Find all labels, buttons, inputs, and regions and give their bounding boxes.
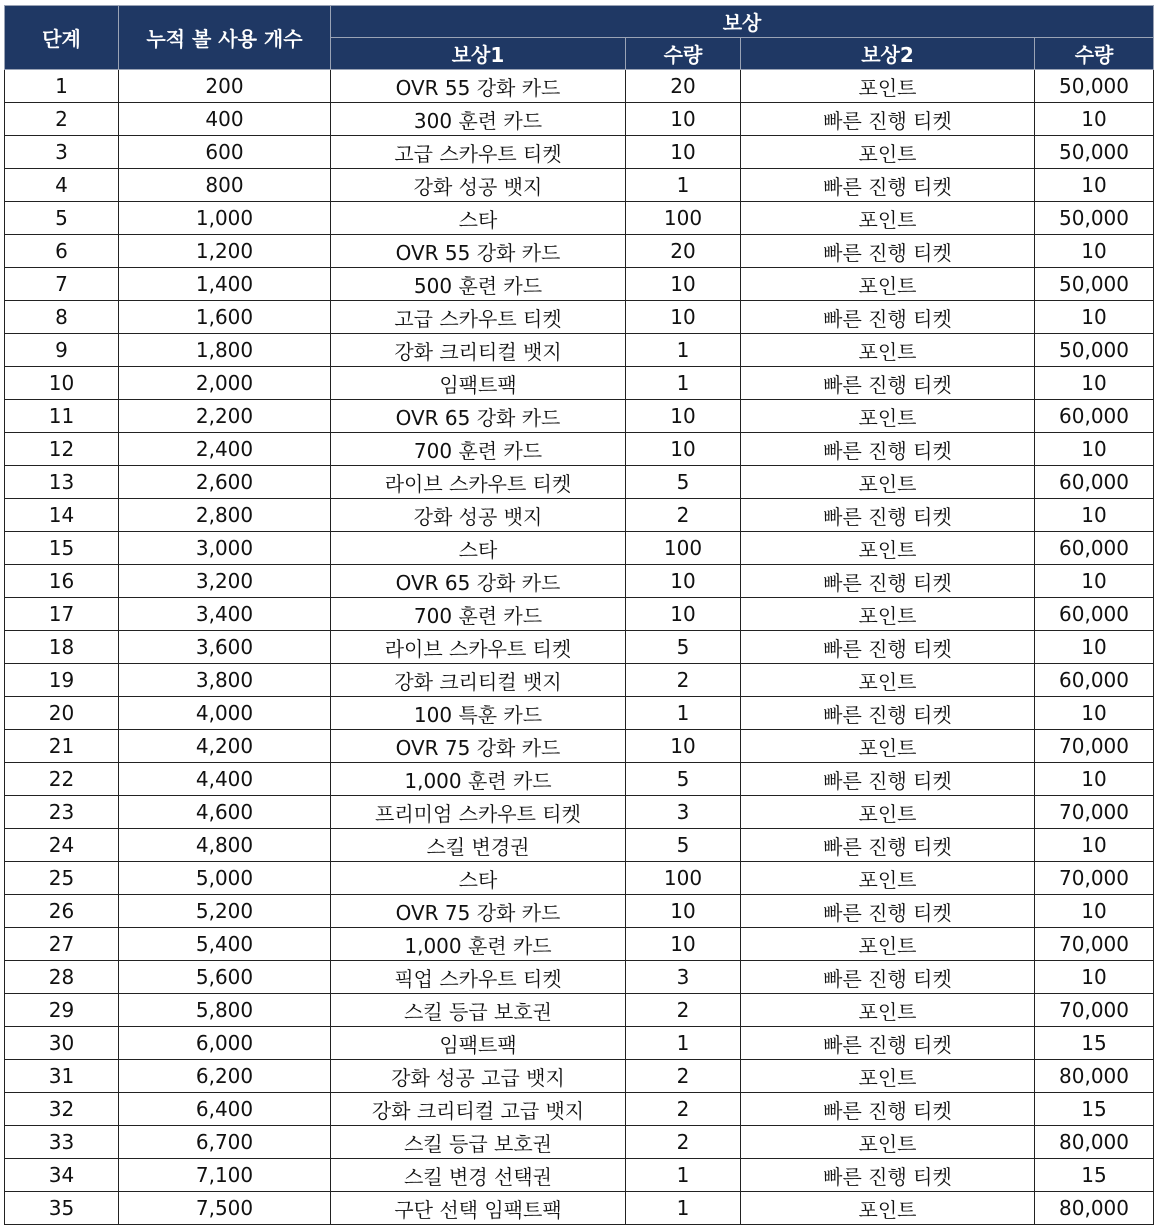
cell-reward1: 강화 크리티컬 고급 뱃지 bbox=[331, 1093, 626, 1126]
table-row bbox=[5, 334, 1154, 367]
cell-stage: 12 bbox=[5, 433, 119, 466]
cell-stage: 19 bbox=[5, 664, 119, 697]
cell-qty2: 70,000 bbox=[1035, 862, 1154, 895]
cell-cumulative-balls: 3,400 bbox=[119, 598, 331, 631]
cell-reward2: 포인트 bbox=[741, 202, 1035, 235]
cell-reward1: 강화 크리티컬 뱃지 bbox=[331, 334, 626, 367]
cell-qty2: 10 bbox=[1035, 829, 1154, 862]
cell-qty1: 5 bbox=[626, 466, 741, 499]
table-row bbox=[5, 631, 1154, 664]
table-row bbox=[5, 1093, 1154, 1126]
cell-reward2: 빠른 진행 티켓 bbox=[741, 367, 1035, 400]
table-row bbox=[5, 928, 1154, 961]
header-qty2: 수량 bbox=[1035, 38, 1154, 70]
cell-stage: 18 bbox=[5, 631, 119, 664]
table-header bbox=[5, 6, 1154, 70]
header-cumulative-balls: 누적 볼 사용 개수 bbox=[119, 6, 331, 70]
cell-cumulative-balls: 1,200 bbox=[119, 235, 331, 268]
table-row bbox=[5, 1192, 1154, 1225]
cell-qty1: 2 bbox=[626, 1093, 741, 1126]
cell-reward2: 포인트 bbox=[741, 1060, 1035, 1093]
table-row bbox=[5, 70, 1154, 103]
table-row bbox=[5, 268, 1154, 301]
cell-reward2: 빠른 진행 티켓 bbox=[741, 169, 1035, 202]
cell-cumulative-balls: 800 bbox=[119, 169, 331, 202]
cell-stage: 20 bbox=[5, 697, 119, 730]
cell-qty2: 50,000 bbox=[1035, 70, 1154, 103]
cell-qty2: 10 bbox=[1035, 895, 1154, 928]
cell-reward1: OVR 55 강화 카드 bbox=[331, 235, 626, 268]
cell-cumulative-balls: 1,600 bbox=[119, 301, 331, 334]
cell-reward2: 빠른 진행 티켓 bbox=[741, 301, 1035, 334]
cell-stage: 32 bbox=[5, 1093, 119, 1126]
cell-reward1: 스킬 변경 선택권 bbox=[331, 1159, 626, 1192]
cell-qty1: 5 bbox=[626, 763, 741, 796]
cell-stage: 22 bbox=[5, 763, 119, 796]
table-row bbox=[5, 499, 1154, 532]
cell-cumulative-balls: 6,400 bbox=[119, 1093, 331, 1126]
cell-qty1: 3 bbox=[626, 961, 741, 994]
header-reward1: 보상1 bbox=[331, 38, 626, 70]
cell-reward1: 스타 bbox=[331, 532, 626, 565]
cell-qty2: 10 bbox=[1035, 103, 1154, 136]
cell-stage: 13 bbox=[5, 466, 119, 499]
cell-reward1: 1,000 훈련 카드 bbox=[331, 928, 626, 961]
cell-reward2: 포인트 bbox=[741, 1192, 1035, 1225]
header-reward-group: 보상 bbox=[331, 6, 1154, 38]
cell-reward1: 픽업 스카우트 티켓 bbox=[331, 961, 626, 994]
cell-reward1: OVR 55 강화 카드 bbox=[331, 70, 626, 103]
table-row bbox=[5, 862, 1154, 895]
cell-stage: 26 bbox=[5, 895, 119, 928]
cell-cumulative-balls: 2,000 bbox=[119, 367, 331, 400]
cell-reward2: 빠른 진행 티켓 bbox=[741, 565, 1035, 598]
cell-reward2: 빠른 진행 티켓 bbox=[741, 631, 1035, 664]
cell-reward2: 빠른 진행 티켓 bbox=[741, 697, 1035, 730]
cell-qty2: 10 bbox=[1035, 433, 1154, 466]
cell-cumulative-balls: 2,400 bbox=[119, 433, 331, 466]
cell-reward1: 임팩트팩 bbox=[331, 1027, 626, 1060]
cell-qty2: 10 bbox=[1035, 169, 1154, 202]
cell-reward2: 포인트 bbox=[741, 268, 1035, 301]
cell-stage: 29 bbox=[5, 994, 119, 1027]
cell-cumulative-balls: 4,800 bbox=[119, 829, 331, 862]
table-row bbox=[5, 169, 1154, 202]
cell-qty2: 15 bbox=[1035, 1159, 1154, 1192]
cell-qty1: 10 bbox=[626, 400, 741, 433]
table-row bbox=[5, 1126, 1154, 1159]
cell-reward1: 스타 bbox=[331, 202, 626, 235]
cell-stage: 3 bbox=[5, 136, 119, 169]
cell-reward2: 포인트 bbox=[741, 532, 1035, 565]
cell-reward2: 포인트 bbox=[741, 928, 1035, 961]
cell-qty1: 100 bbox=[626, 532, 741, 565]
cell-reward1: 강화 성공 뱃지 bbox=[331, 499, 626, 532]
cell-stage: 9 bbox=[5, 334, 119, 367]
cell-qty2: 10 bbox=[1035, 235, 1154, 268]
cell-reward1: 강화 크리티컬 뱃지 bbox=[331, 664, 626, 697]
cell-qty2: 70,000 bbox=[1035, 994, 1154, 1027]
cell-qty2: 50,000 bbox=[1035, 202, 1154, 235]
cell-qty1: 20 bbox=[626, 235, 741, 268]
cell-reward1: 강화 성공 고급 뱃지 bbox=[331, 1060, 626, 1093]
cell-cumulative-balls: 2,600 bbox=[119, 466, 331, 499]
reward-table bbox=[4, 5, 1154, 1225]
cell-cumulative-balls: 3,000 bbox=[119, 532, 331, 565]
cell-reward1: 1,000 훈련 카드 bbox=[331, 763, 626, 796]
cell-qty1: 1 bbox=[626, 334, 741, 367]
cell-reward2: 빠른 진행 티켓 bbox=[741, 499, 1035, 532]
cell-qty2: 70,000 bbox=[1035, 796, 1154, 829]
cell-cumulative-balls: 6,700 bbox=[119, 1126, 331, 1159]
cell-qty2: 10 bbox=[1035, 697, 1154, 730]
header-stage: 단계 bbox=[5, 6, 119, 70]
table-row bbox=[5, 466, 1154, 499]
cell-qty1: 100 bbox=[626, 862, 741, 895]
table-row bbox=[5, 532, 1154, 565]
cell-qty2: 60,000 bbox=[1035, 664, 1154, 697]
cell-cumulative-balls: 3,800 bbox=[119, 664, 331, 697]
cell-reward1: OVR 65 강화 카드 bbox=[331, 400, 626, 433]
cell-qty1: 2 bbox=[626, 994, 741, 1027]
cell-stage: 8 bbox=[5, 301, 119, 334]
cell-reward2: 빠른 진행 티켓 bbox=[741, 895, 1035, 928]
cell-qty1: 10 bbox=[626, 730, 741, 763]
cell-qty2: 80,000 bbox=[1035, 1192, 1154, 1225]
cell-qty2: 60,000 bbox=[1035, 400, 1154, 433]
cell-qty2: 80,000 bbox=[1035, 1060, 1154, 1093]
cell-stage: 17 bbox=[5, 598, 119, 631]
cell-reward1: 300 훈련 카드 bbox=[331, 103, 626, 136]
cell-cumulative-balls: 4,200 bbox=[119, 730, 331, 763]
cell-reward1: 임팩트팩 bbox=[331, 367, 626, 400]
cell-reward2: 빠른 진행 티켓 bbox=[741, 1027, 1035, 1060]
cell-reward2: 빠른 진행 티켓 bbox=[741, 763, 1035, 796]
cell-stage: 28 bbox=[5, 961, 119, 994]
cell-qty1: 5 bbox=[626, 829, 741, 862]
cell-reward2: 포인트 bbox=[741, 796, 1035, 829]
cell-stage: 5 bbox=[5, 202, 119, 235]
cell-reward2: 포인트 bbox=[741, 1126, 1035, 1159]
table-row bbox=[5, 1159, 1154, 1192]
cell-reward2: 포인트 bbox=[741, 70, 1035, 103]
cell-cumulative-balls: 1,400 bbox=[119, 268, 331, 301]
cell-cumulative-balls: 6,200 bbox=[119, 1060, 331, 1093]
cell-stage: 16 bbox=[5, 565, 119, 598]
cell-reward1: 고급 스카우트 티켓 bbox=[331, 301, 626, 334]
cell-cumulative-balls: 4,000 bbox=[119, 697, 331, 730]
cell-reward1: 스킬 변경권 bbox=[331, 829, 626, 862]
header-qty1: 수량 bbox=[626, 38, 741, 70]
cell-qty1: 10 bbox=[626, 136, 741, 169]
cell-cumulative-balls: 5,400 bbox=[119, 928, 331, 961]
cell-stage: 10 bbox=[5, 367, 119, 400]
cell-stage: 31 bbox=[5, 1060, 119, 1093]
cell-qty2: 10 bbox=[1035, 631, 1154, 664]
cell-qty1: 1 bbox=[626, 1027, 741, 1060]
cell-qty1: 10 bbox=[626, 268, 741, 301]
cell-qty2: 60,000 bbox=[1035, 598, 1154, 631]
cell-reward1: 스킬 등급 보호권 bbox=[331, 994, 626, 1027]
cell-stage: 24 bbox=[5, 829, 119, 862]
cell-qty1: 2 bbox=[626, 499, 741, 532]
cell-qty2: 15 bbox=[1035, 1093, 1154, 1126]
cell-qty2: 10 bbox=[1035, 565, 1154, 598]
cell-reward2: 포인트 bbox=[741, 994, 1035, 1027]
cell-cumulative-balls: 600 bbox=[119, 136, 331, 169]
cell-reward2: 포인트 bbox=[741, 466, 1035, 499]
cell-qty1: 2 bbox=[626, 664, 741, 697]
table-row bbox=[5, 367, 1154, 400]
cell-cumulative-balls: 5,000 bbox=[119, 862, 331, 895]
cell-reward2: 포인트 bbox=[741, 862, 1035, 895]
table-row bbox=[5, 1060, 1154, 1093]
table-row bbox=[5, 235, 1154, 268]
cell-stage: 4 bbox=[5, 169, 119, 202]
cell-qty2: 60,000 bbox=[1035, 532, 1154, 565]
cell-reward1: OVR 75 강화 카드 bbox=[331, 730, 626, 763]
cell-stage: 27 bbox=[5, 928, 119, 961]
table-row bbox=[5, 994, 1154, 1027]
cell-reward1: 강화 성공 뱃지 bbox=[331, 169, 626, 202]
cell-reward1: 700 훈련 카드 bbox=[331, 598, 626, 631]
table-body bbox=[5, 70, 1154, 1225]
cell-cumulative-balls: 1,800 bbox=[119, 334, 331, 367]
cell-stage: 11 bbox=[5, 400, 119, 433]
cell-cumulative-balls: 2,200 bbox=[119, 400, 331, 433]
cell-qty2: 70,000 bbox=[1035, 730, 1154, 763]
cell-reward1: 스킬 등급 보호권 bbox=[331, 1126, 626, 1159]
cell-reward1: OVR 75 강화 카드 bbox=[331, 895, 626, 928]
cell-cumulative-balls: 400 bbox=[119, 103, 331, 136]
table-row bbox=[5, 961, 1154, 994]
cell-qty1: 10 bbox=[626, 598, 741, 631]
cell-reward2: 포인트 bbox=[741, 730, 1035, 763]
cell-qty1: 1 bbox=[626, 697, 741, 730]
cell-reward1: 100 특훈 카드 bbox=[331, 697, 626, 730]
table-row bbox=[5, 202, 1154, 235]
cell-reward2: 포인트 bbox=[741, 136, 1035, 169]
cell-stage: 6 bbox=[5, 235, 119, 268]
cell-cumulative-balls: 3,600 bbox=[119, 631, 331, 664]
cell-stage: 2 bbox=[5, 103, 119, 136]
cell-qty1: 1 bbox=[626, 367, 741, 400]
cell-reward1: 700 훈련 카드 bbox=[331, 433, 626, 466]
cell-qty1: 5 bbox=[626, 631, 741, 664]
cell-reward2: 포인트 bbox=[741, 334, 1035, 367]
cell-qty2: 15 bbox=[1035, 1027, 1154, 1060]
cell-qty1: 1 bbox=[626, 1192, 741, 1225]
cell-reward1: OVR 65 강화 카드 bbox=[331, 565, 626, 598]
cell-cumulative-balls: 3,200 bbox=[119, 565, 331, 598]
cell-qty2: 10 bbox=[1035, 763, 1154, 796]
header-reward2: 보상2 bbox=[741, 38, 1035, 70]
cell-cumulative-balls: 5,800 bbox=[119, 994, 331, 1027]
table-row bbox=[5, 103, 1154, 136]
table-row bbox=[5, 598, 1154, 631]
cell-qty1: 20 bbox=[626, 70, 741, 103]
table-row bbox=[5, 895, 1154, 928]
cell-qty1: 10 bbox=[626, 433, 741, 466]
cell-qty1: 2 bbox=[626, 1060, 741, 1093]
cell-stage: 7 bbox=[5, 268, 119, 301]
cell-stage: 23 bbox=[5, 796, 119, 829]
cell-stage: 21 bbox=[5, 730, 119, 763]
cell-reward2: 빠른 진행 티켓 bbox=[741, 961, 1035, 994]
cell-stage: 14 bbox=[5, 499, 119, 532]
cell-reward2: 빠른 진행 티켓 bbox=[741, 103, 1035, 136]
table-row bbox=[5, 565, 1154, 598]
cell-stage: 15 bbox=[5, 532, 119, 565]
table-row bbox=[5, 730, 1154, 763]
cell-reward2: 빠른 진행 티켓 bbox=[741, 1159, 1035, 1192]
cell-qty1: 2 bbox=[626, 1126, 741, 1159]
cell-qty2: 10 bbox=[1035, 499, 1154, 532]
cell-qty1: 10 bbox=[626, 895, 741, 928]
cell-reward1: 고급 스카우트 티켓 bbox=[331, 136, 626, 169]
table-row bbox=[5, 301, 1154, 334]
table-row bbox=[5, 1027, 1154, 1060]
cell-cumulative-balls: 7,100 bbox=[119, 1159, 331, 1192]
table-row bbox=[5, 400, 1154, 433]
cell-qty1: 100 bbox=[626, 202, 741, 235]
cell-cumulative-balls: 1,000 bbox=[119, 202, 331, 235]
cell-qty1: 3 bbox=[626, 796, 741, 829]
table-row bbox=[5, 763, 1154, 796]
cell-cumulative-balls: 6,000 bbox=[119, 1027, 331, 1060]
table-row bbox=[5, 697, 1154, 730]
cell-cumulative-balls: 200 bbox=[119, 70, 331, 103]
cell-cumulative-balls: 4,400 bbox=[119, 763, 331, 796]
cell-qty1: 10 bbox=[626, 565, 741, 598]
cell-qty2: 80,000 bbox=[1035, 1126, 1154, 1159]
cell-reward1: 라이브 스카우트 티켓 bbox=[331, 631, 626, 664]
cell-qty2: 50,000 bbox=[1035, 136, 1154, 169]
cell-reward1: 구단 선택 임팩트팩 bbox=[331, 1192, 626, 1225]
cell-reward2: 포인트 bbox=[741, 400, 1035, 433]
cell-reward2: 빠른 진행 티켓 bbox=[741, 235, 1035, 268]
cell-qty2: 10 bbox=[1035, 301, 1154, 334]
cell-stage: 35 bbox=[5, 1192, 119, 1225]
cell-reward1: 스타 bbox=[331, 862, 626, 895]
cell-cumulative-balls: 5,600 bbox=[119, 961, 331, 994]
cell-qty2: 10 bbox=[1035, 961, 1154, 994]
table-row bbox=[5, 136, 1154, 169]
cell-stage: 34 bbox=[5, 1159, 119, 1192]
table-row bbox=[5, 829, 1154, 862]
table-row bbox=[5, 664, 1154, 697]
cell-cumulative-balls: 4,600 bbox=[119, 796, 331, 829]
cell-qty2: 50,000 bbox=[1035, 334, 1154, 367]
cell-stage: 25 bbox=[5, 862, 119, 895]
cell-stage: 33 bbox=[5, 1126, 119, 1159]
cell-qty2: 60,000 bbox=[1035, 466, 1154, 499]
cell-reward1: 500 훈련 카드 bbox=[331, 268, 626, 301]
cell-qty1: 10 bbox=[626, 928, 741, 961]
cell-qty1: 10 bbox=[626, 103, 741, 136]
cell-reward1: 프리미엄 스카우트 티켓 bbox=[331, 796, 626, 829]
cell-reward1: 라이브 스카우트 티켓 bbox=[331, 466, 626, 499]
cell-reward2: 포인트 bbox=[741, 664, 1035, 697]
cell-reward2: 포인트 bbox=[741, 598, 1035, 631]
cell-cumulative-balls: 7,500 bbox=[119, 1192, 331, 1225]
cell-stage: 30 bbox=[5, 1027, 119, 1060]
cell-reward2: 빠른 진행 티켓 bbox=[741, 433, 1035, 466]
cell-qty1: 1 bbox=[626, 169, 741, 202]
cell-qty2: 10 bbox=[1035, 367, 1154, 400]
cell-reward2: 빠른 진행 티켓 bbox=[741, 829, 1035, 862]
cell-reward2: 빠른 진행 티켓 bbox=[741, 1093, 1035, 1126]
cell-qty2: 70,000 bbox=[1035, 928, 1154, 961]
cell-qty1: 1 bbox=[626, 1159, 741, 1192]
cell-qty1: 10 bbox=[626, 301, 741, 334]
table-row bbox=[5, 796, 1154, 829]
cell-cumulative-balls: 2,800 bbox=[119, 499, 331, 532]
cell-stage: 1 bbox=[5, 70, 119, 103]
cell-cumulative-balls: 5,200 bbox=[119, 895, 331, 928]
table-row bbox=[5, 433, 1154, 466]
cell-qty2: 50,000 bbox=[1035, 268, 1154, 301]
